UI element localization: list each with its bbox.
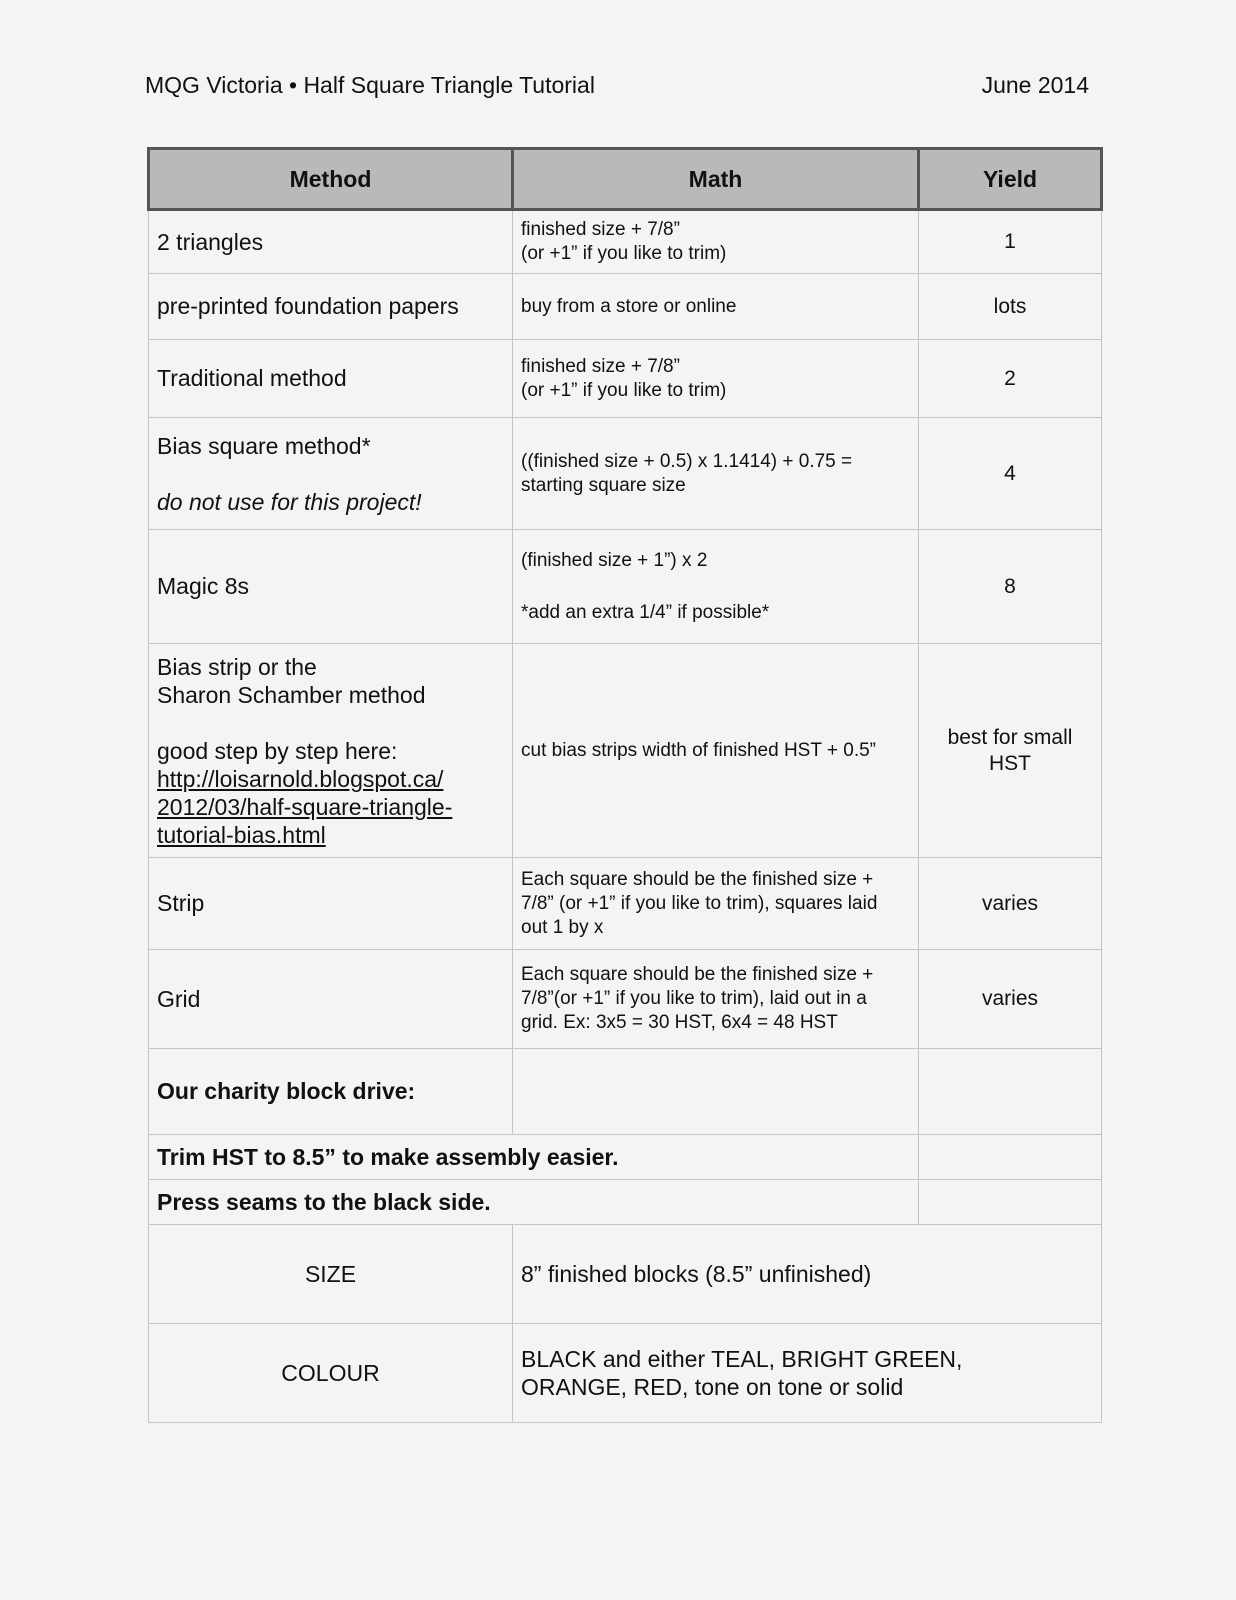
- charity-heading: Our charity block drive:: [149, 1049, 513, 1135]
- math-line: (or +1” if you like to trim): [521, 379, 727, 401]
- method-label: Sharon Schamber method: [157, 681, 426, 708]
- instruction-row: [149, 1180, 1102, 1225]
- math-cell: [513, 950, 919, 1049]
- size-row: [149, 1225, 1102, 1324]
- method-cell: Grid: [149, 950, 513, 1049]
- instruction-row: [149, 1135, 1102, 1180]
- document-date: June 2014: [981, 72, 1089, 98]
- table-row: [149, 340, 1102, 418]
- method-cell: Traditional method: [149, 340, 513, 418]
- math-cell: [513, 210, 919, 274]
- math-cell: [513, 858, 919, 950]
- table-row: [149, 950, 1102, 1049]
- method-cell: [149, 644, 513, 858]
- size-label: SIZE: [149, 1225, 513, 1324]
- header-method: Method: [149, 149, 513, 210]
- math-cell: buy from a store or online: [513, 274, 919, 340]
- math-line: Each square should be the finished size +: [521, 868, 874, 890]
- hst-methods-table: [147, 147, 1103, 1423]
- method-cell: Magic 8s: [149, 530, 513, 644]
- press-instruction: Press seams to the black side.: [149, 1180, 919, 1225]
- math-line: ((finished size + 0.5) x 1.1414) + 0.75 =: [521, 450, 853, 472]
- method-note: good step by step here:: [157, 737, 398, 764]
- tutorial-link[interactable]: [157, 765, 504, 849]
- math-cell: [513, 418, 919, 530]
- colour-line: ORANGE, RED, tone on tone or solid: [521, 1374, 904, 1400]
- table-row: [149, 210, 1102, 274]
- math-line: *add an extra 1/4” if possible*: [521, 601, 770, 623]
- method-label: Bias square method*: [157, 432, 371, 459]
- math-cell: [513, 340, 919, 418]
- method-label: Bias strip or the: [157, 653, 317, 680]
- table-row: [149, 644, 1102, 858]
- math-cell: [513, 530, 919, 644]
- method-cell: Strip: [149, 858, 513, 950]
- math-line: grid. Ex: 3x5 = 30 HST, 6x4 = 48 HST: [521, 1012, 838, 1033]
- charity-row: [149, 1049, 1102, 1135]
- table-row: [149, 274, 1102, 340]
- size-value: 8” finished blocks (8.5” unfinished): [513, 1225, 1102, 1324]
- method-cell: 2 triangles: [149, 210, 513, 274]
- empty-cell: [513, 1049, 919, 1135]
- yield-cell: 1: [919, 210, 1102, 274]
- colour-row: [149, 1324, 1102, 1423]
- colour-label: COLOUR: [149, 1324, 513, 1423]
- table-header-row: [149, 149, 1102, 210]
- yield-cell: 4: [919, 418, 1102, 530]
- header-math: Math: [513, 149, 919, 210]
- page-header: [145, 72, 1089, 99]
- math-line: (or +1” if you like to trim): [521, 243, 727, 264]
- yield-cell: [919, 644, 1102, 858]
- document-title: MQG Victoria • Half Square Triangle Tutorial: [145, 72, 595, 98]
- math-line: starting square size: [521, 474, 686, 496]
- math-line: finished size + 7/8”: [521, 355, 680, 377]
- math-line: Each square should be the finished size +: [521, 964, 874, 985]
- yield-cell: varies: [919, 858, 1102, 950]
- method-warning: do not use for this project!: [157, 488, 422, 515]
- yield-cell: 2: [919, 340, 1102, 418]
- empty-cell: [919, 1135, 1102, 1180]
- yield-line: HST: [989, 751, 1031, 775]
- link-line[interactable]: tutorial-bias.html: [157, 821, 326, 848]
- math-line: out 1 by x: [521, 916, 604, 938]
- colour-line: BLACK and either TEAL, BRIGHT GREEN,: [521, 1346, 963, 1372]
- math-line: (finished size + 1”) x 2: [521, 549, 708, 571]
- table-row: [149, 530, 1102, 644]
- yield-line: best for small: [947, 725, 1073, 749]
- header-yield: Yield: [919, 149, 1102, 210]
- yield-cell: 8: [919, 530, 1102, 644]
- empty-cell: [919, 1180, 1102, 1225]
- colour-value: [513, 1324, 1102, 1423]
- table-row: [149, 858, 1102, 950]
- trim-instruction: Trim HST to 8.5” to make assembly easier.: [149, 1135, 919, 1180]
- yield-cell: lots: [919, 274, 1102, 340]
- math-line: 7/8” (or +1” if you like to trim), squares laid: [521, 892, 878, 914]
- yield-cell: varies: [919, 950, 1102, 1049]
- empty-cell: [919, 1049, 1102, 1135]
- math-line: finished size + 7/8”: [521, 219, 680, 240]
- method-cell: [149, 418, 513, 530]
- link-line[interactable]: 2012/03/half-square-triangle-: [157, 793, 453, 820]
- method-cell: pre-printed foundation papers: [149, 274, 513, 340]
- math-line: 7/8”(or +1” if you like to trim), laid out in a: [521, 988, 867, 1009]
- math-cell: cut bias strips width of finished HST + 0.5”: [513, 644, 919, 858]
- table-row: [149, 418, 1102, 530]
- link-line[interactable]: http://loisarnold.blogspot.ca/: [157, 765, 444, 792]
